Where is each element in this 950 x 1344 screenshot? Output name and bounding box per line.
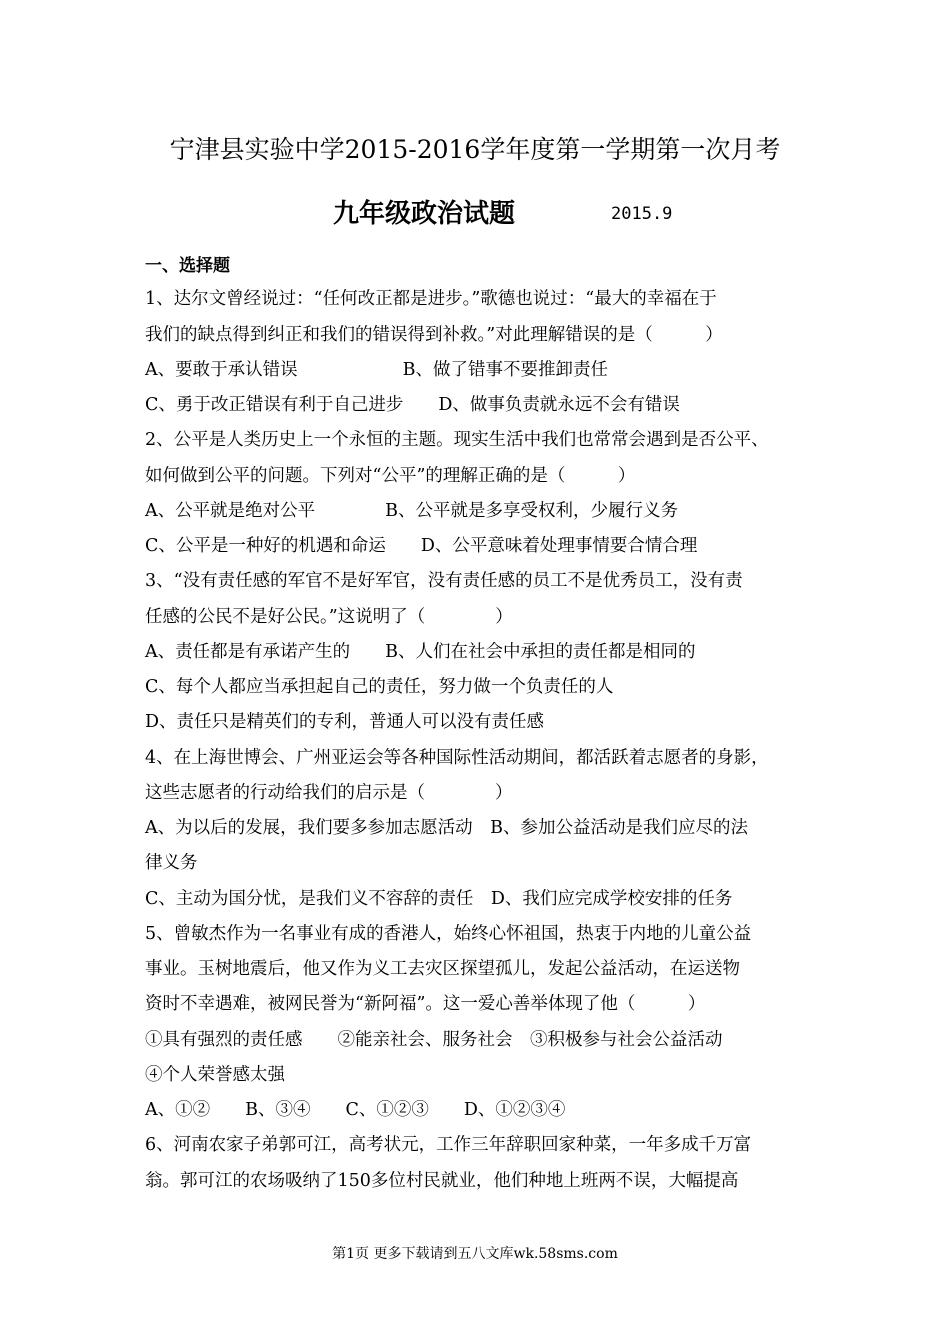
- question-line: 2、公平是人类历史上一个永恒的主题。现实生活中我们也常常会遇到是否公平、: [145, 430, 769, 450]
- option-line: C、勇于改正错误有利于自己进步 D、做事负责就永远不会有错误: [145, 395, 680, 415]
- question-line: 如何做到公平的问题。下列对“公平”的理解正确的是（ ）: [145, 466, 636, 486]
- question-line: 事业。玉树地震后，他又作为义工去灾区探望孤儿，发起公益活动，在运送物: [145, 959, 740, 979]
- option-line: ①具有强烈的责任感 ②能亲社会、服务社会 ③积极参与社会公益活动: [145, 1030, 723, 1050]
- question-line: 4、在上海世博会、广州亚运会等各种国际性活动期间，都活跃着志愿者的身影，: [145, 748, 769, 768]
- question-line: 3、“没有责任感的军官不是好军官，没有责任感的员工不是优秀员工，没有责: [145, 571, 743, 591]
- option-line: A、为以后的发展，我们要多参加志愿活动 B、参加公益活动是我们应尽的法: [145, 818, 748, 838]
- option-line: A、公平就是绝对公平 B、公平就是多享受权利，少履行义务: [145, 501, 678, 521]
- option-line: A、责任都是有承诺产生的 B、人们在社会中承担的责任都是相同的: [145, 642, 696, 662]
- question-line: 5、曾敏杰作为一名事业有成的香港人，始终心怀祖国，热衷于内地的儿童公益: [145, 924, 752, 944]
- question-line: 6、河南农家子弟郭可江，高考状元，工作三年辞职回家种菜，一年多成千万富: [145, 1135, 752, 1155]
- section-heading: 一、选择题: [145, 256, 230, 276]
- option-line: A、要敢于承认错误 B、做了错事不要推卸责任: [145, 360, 608, 380]
- page-title: 宁津县实验中学2015-2016学年度第一学期第一次月考: [169, 135, 781, 164]
- option-line: C、主动为国分忧，是我们义不容辞的责任 D、我们应完成学校安排的任务: [145, 889, 733, 909]
- option-line: ④个人荣誉感太强: [145, 1065, 285, 1085]
- question-line: 我们的缺点得到纠正和我们的错误得到补救。”对此理解错误的是（ ）: [145, 325, 723, 345]
- question-line: 资时不幸遇难，被网民誉为“新阿福”。这一爱心善举体现了他（ ）: [145, 994, 706, 1014]
- option-line: C、公平是一种好的机遇和命运 D、公平意味着处理事情要合情合理: [145, 536, 698, 556]
- exam-subtitle: 九年级政治试题: [333, 199, 516, 229]
- exam-date: 2015.9: [611, 204, 673, 224]
- option-line: C、每个人都应当承担起自己的责任，努力做一个负责任的人: [145, 677, 614, 697]
- question-line: 任感的公民不是好公民。”这说明了（ ）: [145, 607, 513, 627]
- option-line: A、①② B、③④ C、①②③ D、①②③④: [145, 1100, 566, 1120]
- question-line: 翁。郭可江的农场吸纳了150多位村民就业，他们种地上班两不误，大幅提高: [145, 1171, 739, 1191]
- question-line: 1、达尔文曾经说过：“任何改正都是进步。”歌德也说过：“最大的幸福在于: [145, 289, 717, 309]
- option-line: D、责任只是精英们的专利，普通人可以没有责任感: [145, 712, 545, 732]
- option-line: 律义务: [145, 853, 198, 873]
- page-footer: 第1页 更多下载请到五八文库wk.58sms.com: [332, 1246, 618, 1262]
- question-line: 这些志愿者的行动给我们的启示是（ ）: [145, 783, 513, 803]
- subtitle-row: [0, 196, 950, 236]
